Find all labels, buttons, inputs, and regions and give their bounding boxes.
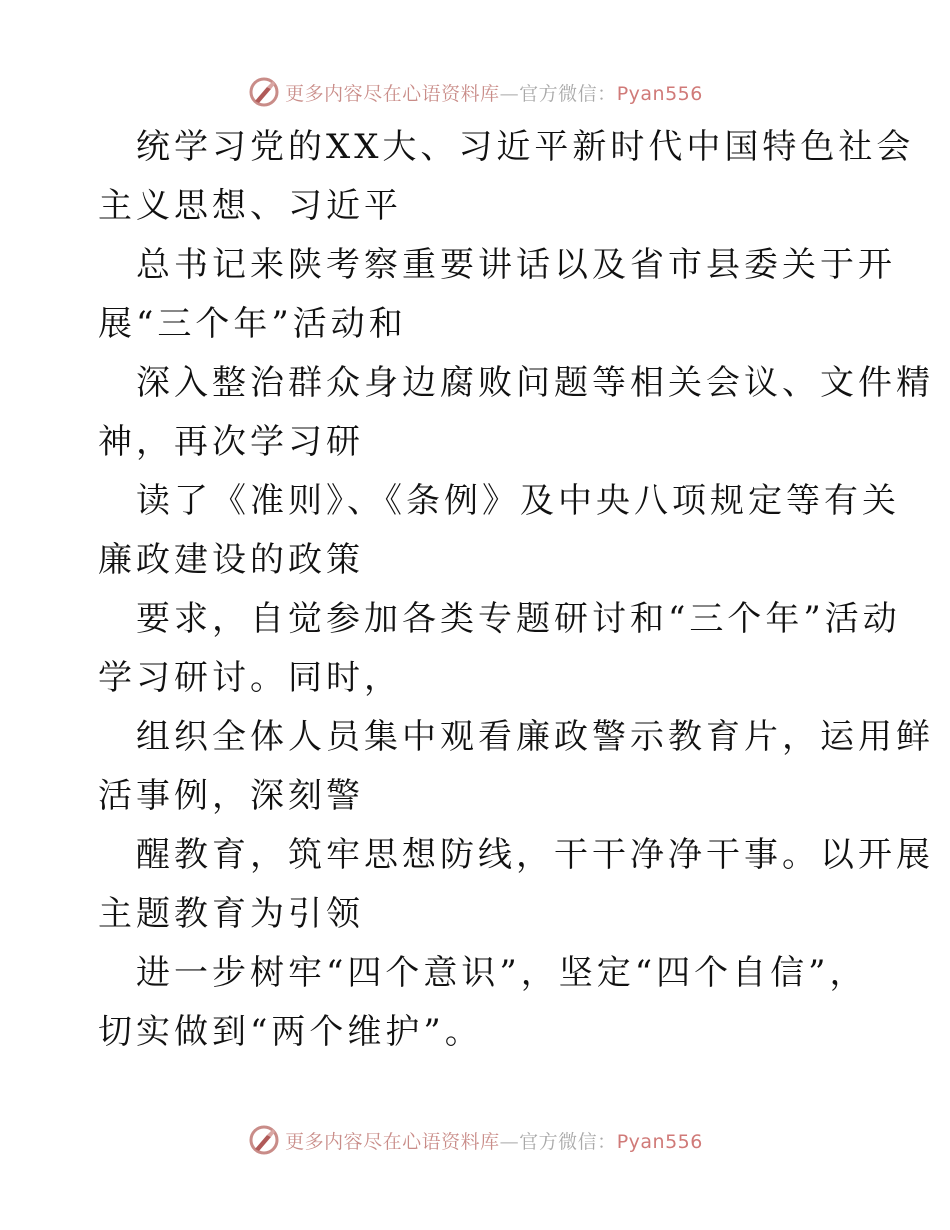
paragraph xyxy=(98,826,934,944)
paragraph-line: 主题教育为引领 xyxy=(98,894,364,934)
paragraph-line: 展“三个年”活动和 xyxy=(98,304,407,344)
paragraph-line: 总书记来陕考察重要讲话以及省市县委关于开 xyxy=(136,245,896,285)
paragraph xyxy=(98,236,896,354)
paragraph xyxy=(98,472,900,590)
paragraph-line: 读了《准则》、《条例》及中央八项规定等有关 xyxy=(136,481,900,521)
paragraph xyxy=(98,354,934,472)
paragraph-line: 深入整治群众身边腐败问题等相关会议、文件精 xyxy=(136,363,934,403)
paragraph-line: 组织全体人员集中观看廉政警示教育片，运用鲜 xyxy=(136,717,934,757)
header-watermark xyxy=(0,72,950,112)
watermark-text: 更多内容尽在心语资料库—官方微信：Pyan556 xyxy=(285,1130,703,1153)
paragraph-line: 要求，自觉参加各类专题研讨和“三个年”活动 xyxy=(136,599,901,639)
document-body xyxy=(98,118,934,1062)
paragraph-line: 主义思想、习近平 xyxy=(98,186,402,226)
paragraph-line: 切实做到“两个维护”。 xyxy=(98,1012,483,1052)
paragraph-line: 廉政建设的政策 xyxy=(98,540,364,580)
paragraph xyxy=(98,944,868,1062)
paragraph-line: 统学习党的XX大、习近平新时代中国特色社会 xyxy=(136,127,915,167)
paragraph xyxy=(98,708,934,826)
pen-logo-icon xyxy=(247,1123,281,1157)
paragraph-line: 进一步树牢“四个意识”，坚定“四个自信”， xyxy=(136,953,868,993)
watermark-text: 更多内容尽在心语资料库—官方微信：Pyan556 xyxy=(285,82,703,105)
paragraph-line: 神，再次学习研 xyxy=(98,422,364,462)
footer-watermark xyxy=(0,1120,950,1160)
paragraph-line: 醒教育，筑牢思想防线，干干净净干事。以开展 xyxy=(136,835,934,875)
paragraph xyxy=(98,590,901,708)
paragraph-line: 学习研讨。同时， xyxy=(98,658,402,698)
pen-logo-icon xyxy=(247,75,281,109)
paragraph xyxy=(98,118,915,236)
paragraph-line: 活事例，深刻警 xyxy=(98,776,364,816)
